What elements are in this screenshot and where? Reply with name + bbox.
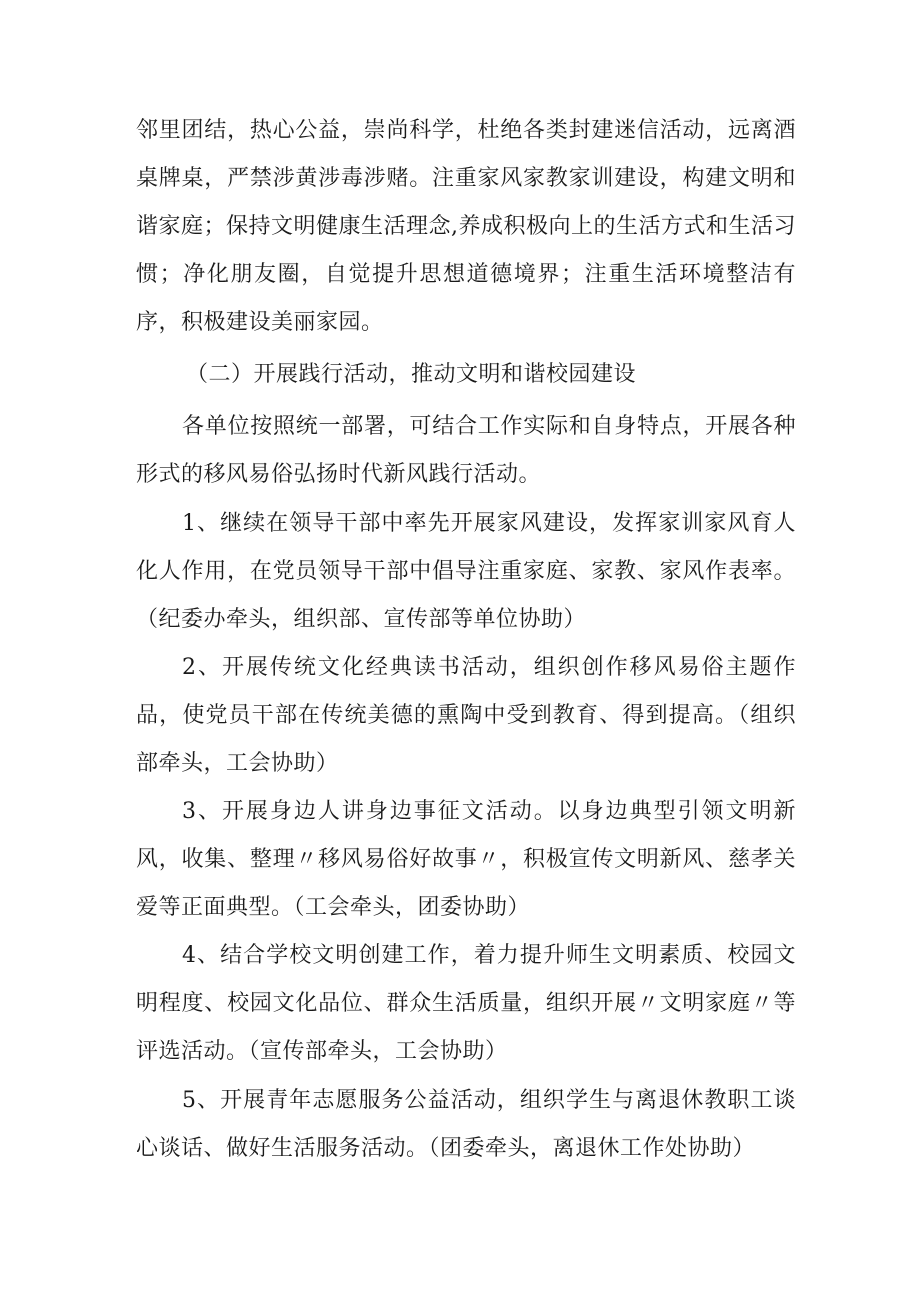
section-heading-campus-activities: （二）开展践行活动，推动文明和谐校园建设 [186,362,637,387]
list-item-1-family-style: 1、继续在领导干部中率先开展家风建设，发挥家训家风育人化人作用，在党员领导干部中倡导注重家庭、家教、家风作表率。（纪委办牵头，组织部、宣传部等单位协助） [136,511,796,632]
list-item-5-volunteer-service: 5、开展青年志愿服务公益活动，组织学生与离退休教职工谈心谈话、做好生活服务活动。（团委牵头，离退休工作处协助） [136,1088,796,1161]
paragraph-unit-deployment: 各单位按照统一部署，可结合工作实际和自身特点，开展各种形式的移风易俗弘扬时代新风践行活动。 [136,414,796,487]
paragraph-family-civility: 邻里团结，热心公益，崇尚科学，杜绝各类封建迷信活动，远离酒桌牌桌，严禁涉黄涉毒涉赌。注重家风家教家训建设，构建文明和谐家庭；保持文明健康生活理念,养成积极向上的生活方式和生活习惯；净化朋友圈，自觉提升思想道德境界；注重生活环境整洁有序，积极建设美丽家园。 [136,118,796,335]
list-item-3-essay-activity: 3、开展身边人讲身边事征文活动。以身边典型引领文明新风，收集、整理〃移风易俗好故事〃，积极宣传文明新风、慈孝关爱等正面典型。（工会牵头，团委协助） [136,799,796,920]
list-item-4-civilized-campus: 4、结合学校文明创建工作，着力提升师生文明素质、校园文明程度、校园文化品位、群众生活质量，组织开展〃文明家庭〃等评选活动。（宣传部牵头，工会协助） [136,943,796,1064]
list-item-2-classic-reading: 2、开展传统文化经典读书活动，组织创作移风易俗主题作品，使党员干部在传统美德的熏陶中受到教育、得到提高。（组织部牵头，工会协助） [136,655,796,776]
